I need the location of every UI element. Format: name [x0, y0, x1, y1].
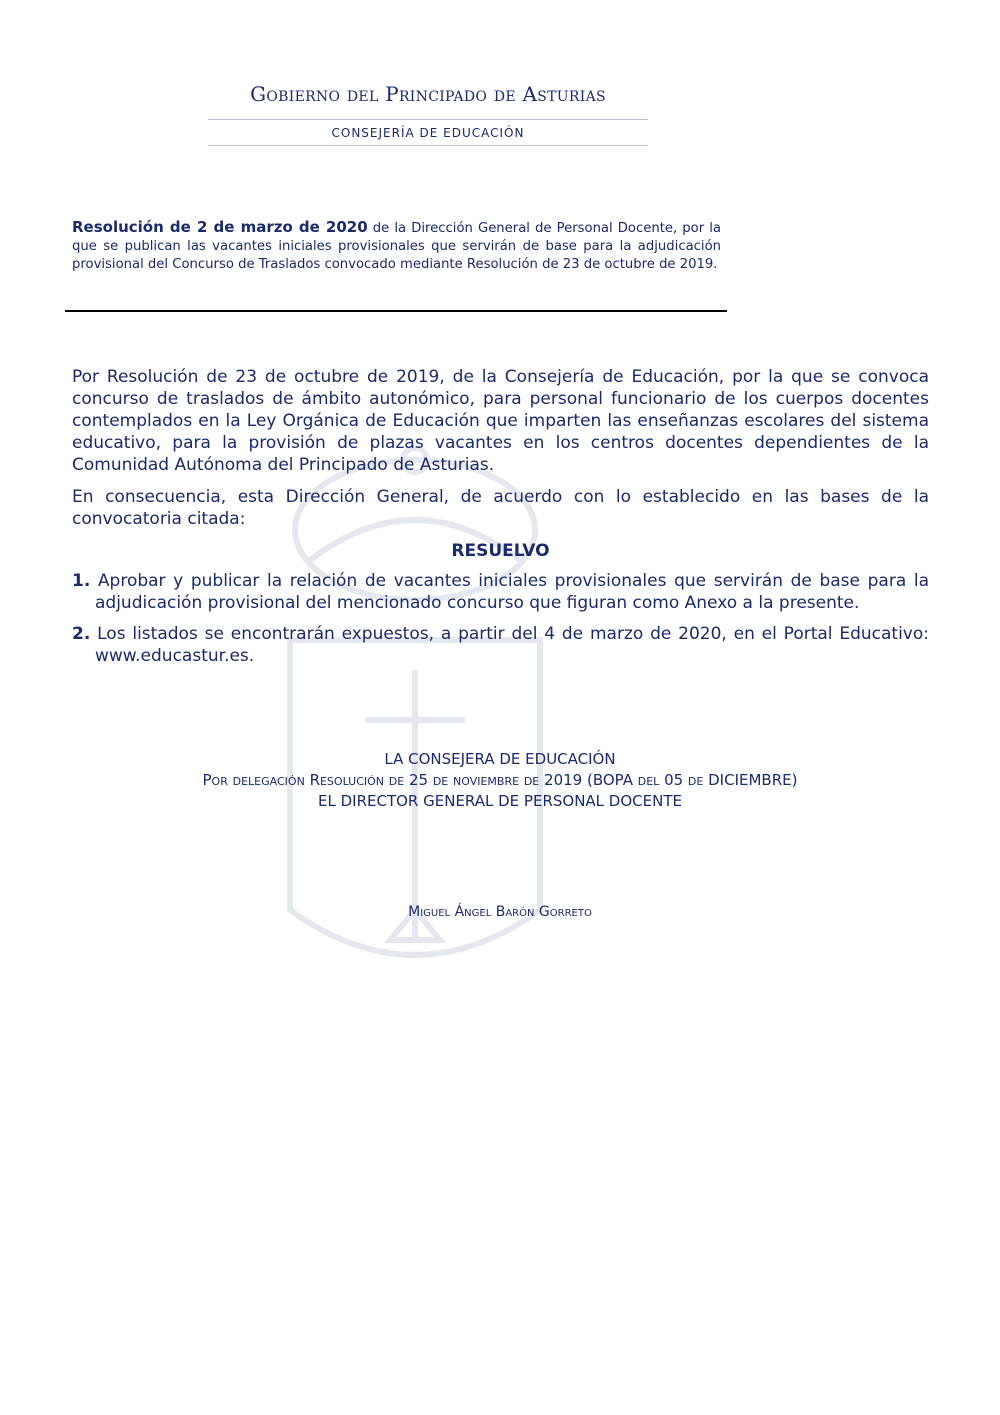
- resolution-title: Resolución de 2 de marzo de 2020: [72, 218, 368, 236]
- signature-block: [100, 749, 900, 812]
- resolution-item-2: [72, 623, 929, 667]
- item-text: Los listados se encontrarán expuestos, a partir del 4 de marzo de 2020, en el Portal Educativo: www.educastur.es.: [90, 624, 929, 666]
- item-number: 2.: [72, 624, 91, 644]
- government-title: Gobierno del Principado de Asturias: [250, 82, 606, 106]
- header-divider-top: [208, 119, 648, 120]
- signatory-name: Miguel Ángel Barón Gorreto: [408, 904, 592, 920]
- signatory-role: LA CONSEJERA DE EDUCACIÓN: [384, 750, 616, 768]
- item-number: 1.: [72, 571, 91, 591]
- document-body: [72, 366, 929, 676]
- department-name: CONSEJERÍA DE EDUCACIÓN: [331, 126, 525, 140]
- director-title: EL DIRECTOR GENERAL DE PERSONAL DOCENTE: [318, 792, 682, 810]
- delegation-line: Por delegación Resolución de 25 de noviembre de 2019 (BOPA del 05 de DICIEMBRE): [202, 771, 798, 789]
- letterhead: [208, 80, 648, 146]
- resuelvo-heading: RESUELVO: [451, 541, 550, 561]
- summary-divider: [65, 310, 727, 312]
- resolution-summary: [72, 218, 721, 274]
- item-text: Aprobar y publicar la relación de vacantes iniciales provisionales que servirán de base para la adjudicación provisional del mencionado concurso que figuran como Anexo a la presente.: [90, 571, 929, 613]
- paragraph-2: En consecuencia, esta Dirección General, de acuerdo con lo establecido en las bases de la convocatoria citada:: [72, 487, 929, 529]
- header-divider-bottom: [208, 145, 648, 146]
- resolution-item-1: [72, 570, 929, 614]
- paragraph-1: Por Resolución de 23 de octubre de 2019, de la Consejería de Educación, por la que se convoca concurso de traslados de ámbito autonómico, para personal funcionario de los cuerpos docentes contemplados en la Ley Orgánica de Educación que imparten las enseñanzas escolares del sistema educativo, para la provisión de plazas vacantes en los centros docentes dependientes de la Comunidad Autónoma del Principado de Asturias.: [72, 367, 929, 475]
- resolution-summary-text: de la Dirección General de Personal Docente, por la que se publican las vacantes iniciales provisionales que servirán de base para la adjudicación provisional del Concurso de Traslados convocado mediante Resolución de 23 de octubre de 2019.: [72, 221, 722, 272]
